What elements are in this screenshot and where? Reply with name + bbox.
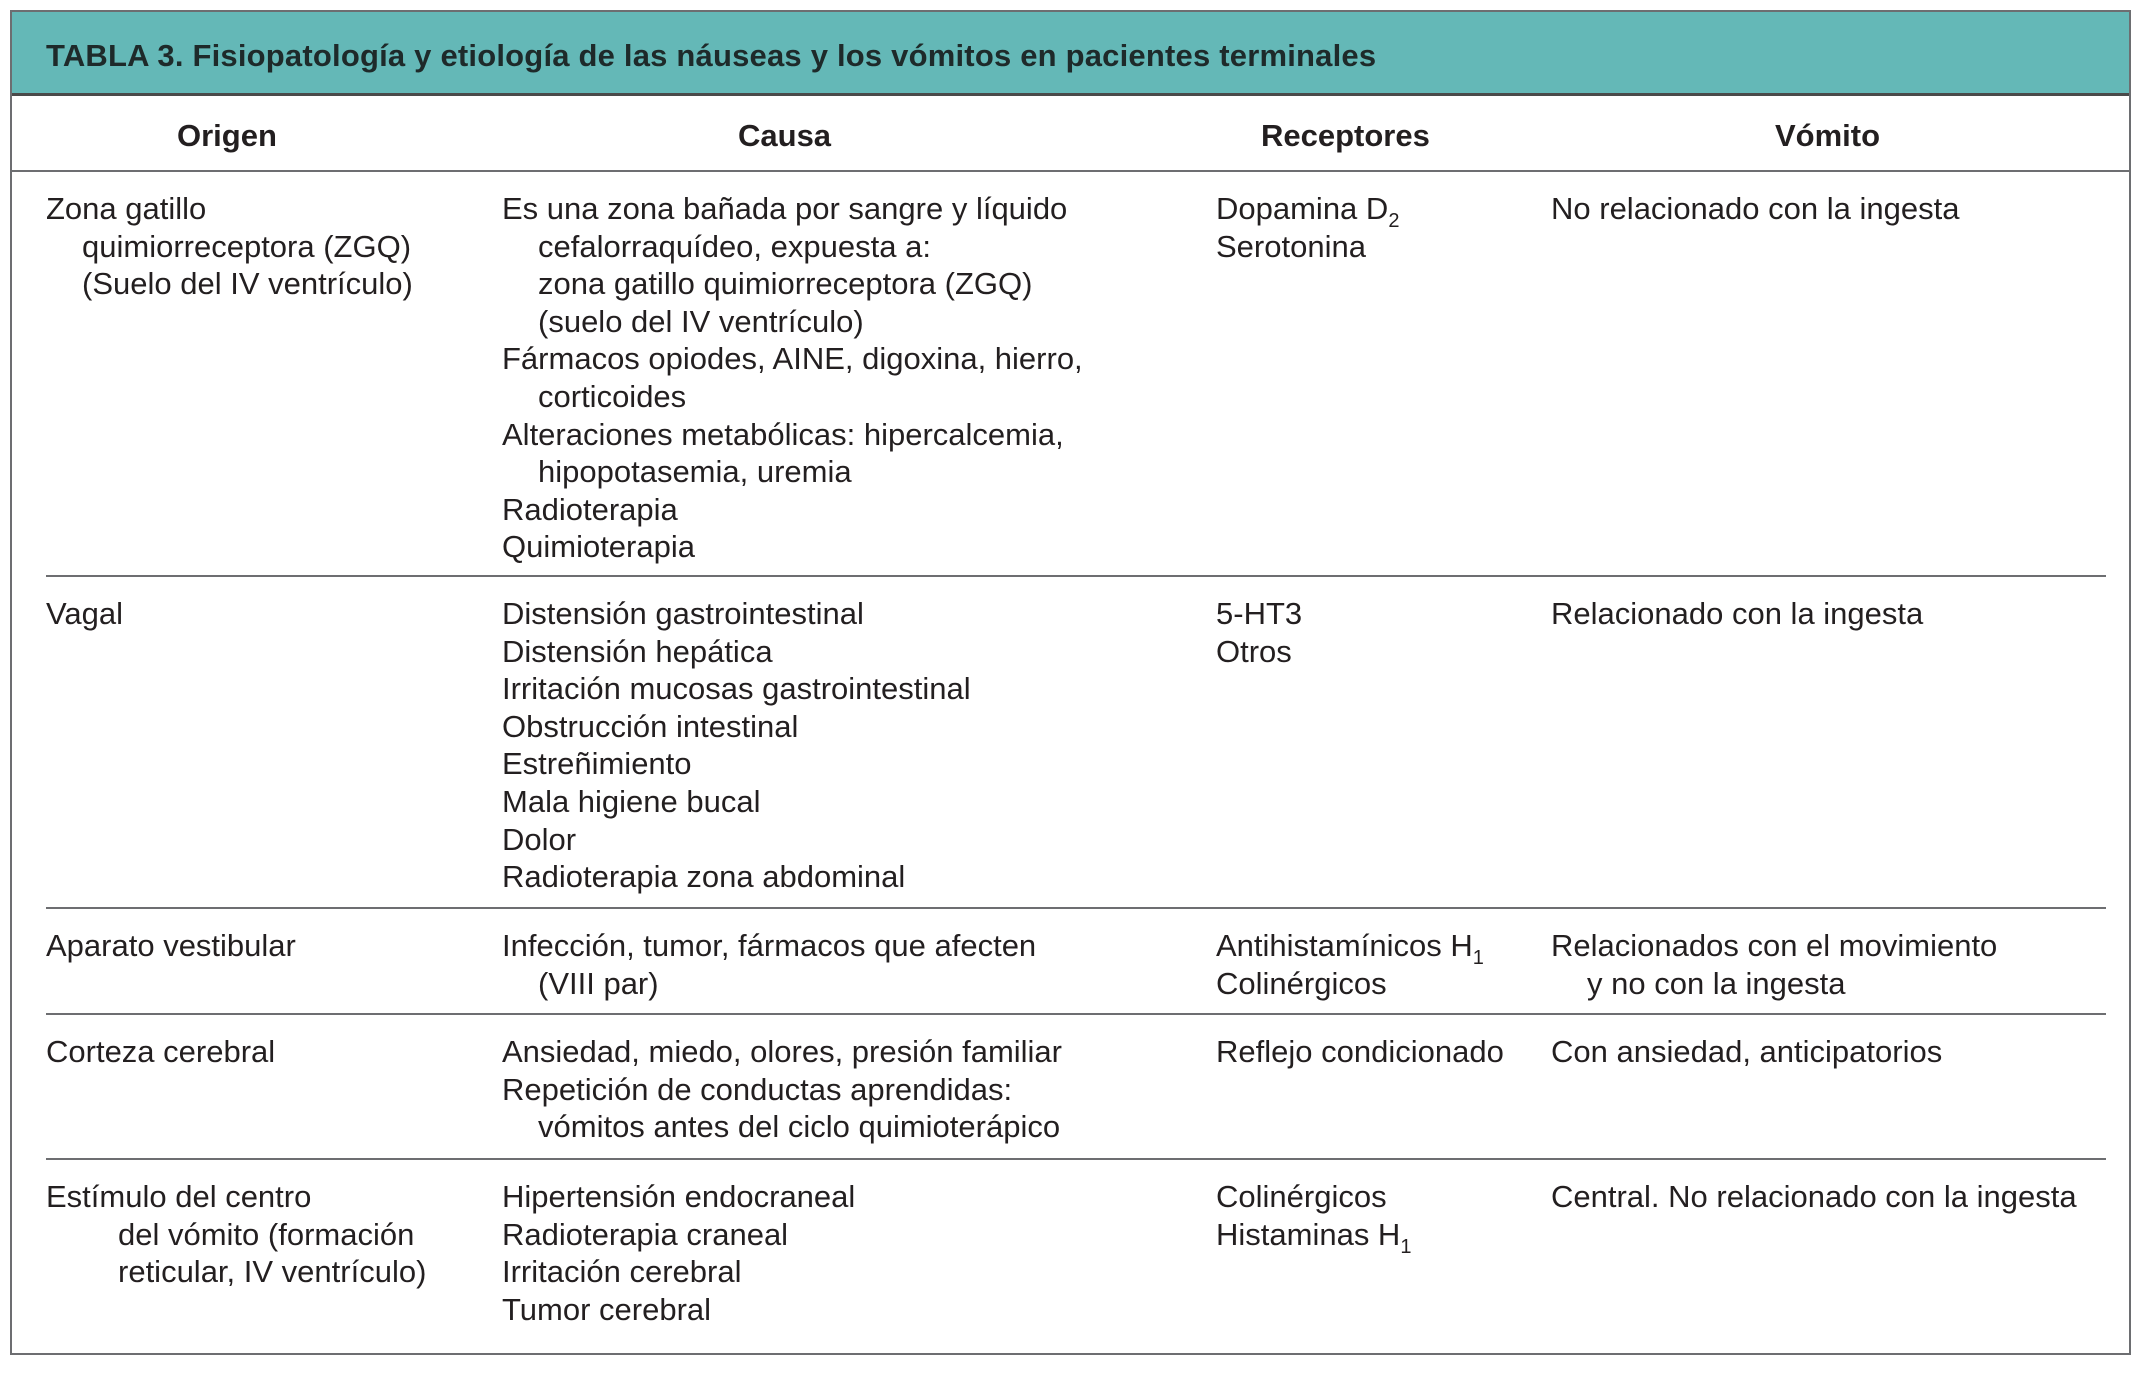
cell-line: del vómito (formación bbox=[118, 1216, 415, 1252]
cell-line: Alteraciones metabólicas: hipercalcemia, bbox=[502, 416, 1064, 452]
receptor-text: Serotonina bbox=[1216, 228, 1366, 264]
cell-line: hipopotasemia, uremia bbox=[538, 454, 852, 490]
table-row bbox=[46, 1013, 2106, 1158]
cell-line: Zona gatillo bbox=[46, 191, 207, 226]
table-title: TABLA 3. Fisiopatología y etiología de las náuseas y los vómitos en pacientes terminales bbox=[46, 38, 1377, 73]
cell-causa bbox=[502, 190, 1083, 566]
cell-line: y no con la ingesta bbox=[1587, 965, 1846, 1001]
receptor-text: Dopamina D bbox=[1216, 191, 1389, 226]
cell-line: Es una zona bañada por sangre y líquido bbox=[502, 191, 1068, 226]
cell-line bbox=[1216, 228, 1399, 266]
cell-line: Radioterapia craneal bbox=[502, 1216, 789, 1252]
cell-line: Radioterapia bbox=[502, 491, 678, 527]
cell-origen bbox=[46, 1033, 275, 1071]
cell-line bbox=[1216, 190, 1400, 232]
cell-receptores bbox=[1216, 1178, 1412, 1258]
cell-line: Dolor bbox=[502, 821, 577, 857]
cell-line: vómitos antes del ciclo quimioterápico bbox=[538, 1109, 1061, 1145]
cell-line: Distensión gastrointestinal bbox=[502, 596, 864, 631]
cell-causa bbox=[502, 1178, 855, 1328]
cell-line bbox=[1216, 1216, 1412, 1258]
receptor-subscript: 2 bbox=[1388, 210, 1400, 232]
cell-receptores bbox=[1216, 1033, 1504, 1071]
receptor-text: Otros bbox=[1216, 633, 1292, 669]
cell-line: Vagal bbox=[46, 596, 123, 631]
header-causa: Causa bbox=[738, 118, 832, 153]
cell-line: Repetición de conductas aprendidas: bbox=[502, 1071, 1013, 1107]
cell-line: Hipertensión endocraneal bbox=[502, 1179, 856, 1214]
table-header-row bbox=[12, 96, 2129, 172]
cell-line: Ansiedad, miedo, olores, presión familiar bbox=[502, 1034, 1062, 1069]
cell-line bbox=[1216, 595, 1302, 633]
cell-line: Infección, tumor, fármacos que afecten bbox=[502, 928, 1037, 963]
receptor-text: Colinérgicos bbox=[1216, 1179, 1387, 1214]
receptor-subscript: 1 bbox=[1400, 1235, 1412, 1258]
cell-line: Obstrucción intestinal bbox=[502, 708, 799, 744]
cell-line: Quimioterapia bbox=[502, 529, 695, 565]
cell-line: reticular, IV ventrículo) bbox=[118, 1254, 427, 1290]
cell-receptores bbox=[1216, 595, 1302, 670]
receptor-subscript: 1 bbox=[1472, 947, 1484, 969]
cell-causa bbox=[502, 927, 1036, 1002]
cell-origen bbox=[46, 190, 413, 303]
cell-line: quimiorreceptora (ZGQ) bbox=[82, 228, 412, 264]
cell-line bbox=[1216, 1178, 1411, 1216]
cell-causa bbox=[502, 1033, 1062, 1146]
header-origen: Origen bbox=[177, 118, 277, 153]
cell-vomito bbox=[1551, 190, 1959, 228]
receptor-text: Colinérgicos bbox=[1216, 965, 1387, 1001]
cell-line: Estímulo del centro bbox=[46, 1179, 312, 1214]
cell-origen bbox=[46, 1178, 426, 1291]
cell-origen bbox=[46, 595, 123, 633]
cell-line: (Suelo del IV ventrículo) bbox=[82, 266, 413, 302]
cell-line: corticoides bbox=[538, 378, 687, 414]
cell-line bbox=[1216, 927, 1484, 969]
cell-line: Mala higiene bucal bbox=[502, 783, 761, 819]
cell-line: Irritación mucosas gastrointestinal bbox=[502, 671, 971, 707]
table-row bbox=[46, 1158, 2106, 1348]
cell-line: Corteza cerebral bbox=[46, 1034, 276, 1069]
cell-line: cefalorraquídeo, expuesta a: bbox=[538, 228, 931, 264]
header-receptores: Receptores bbox=[1261, 118, 1430, 153]
receptor-text: Reflejo condicionado bbox=[1216, 1034, 1504, 1069]
cell-line: No relacionado con la ingesta bbox=[1551, 191, 1960, 226]
cell-line: Distensión hepática bbox=[502, 633, 773, 669]
cell-line: Relacionados con el movimiento bbox=[1551, 928, 1998, 963]
cell-line: Relacionado con la ingesta bbox=[1551, 596, 1924, 631]
table-row bbox=[46, 172, 2106, 588]
receptor-text: Antihistamínicos H bbox=[1216, 928, 1473, 963]
cell-line: Central. No relacionado con la ingesta bbox=[1551, 1179, 2077, 1214]
cell-line: Tumor cerebral bbox=[502, 1291, 712, 1327]
table-row bbox=[46, 907, 2106, 1017]
cell-vomito bbox=[1551, 595, 1923, 633]
cell-vomito bbox=[1551, 1178, 2077, 1216]
cell-line bbox=[1216, 633, 1302, 671]
cell-line bbox=[1216, 965, 1484, 1003]
table-frame bbox=[10, 10, 2131, 1355]
cell-line: Fármacos opiodes, AINE, digoxina, hierro, bbox=[502, 341, 1083, 377]
cell-line: (VIII par) bbox=[538, 965, 659, 1001]
cell-line: Con ansiedad, anticipatorios bbox=[1551, 1034, 1943, 1069]
cell-line: Aparato vestibular bbox=[46, 928, 296, 963]
receptor-text: Histaminas H bbox=[1216, 1216, 1401, 1252]
cell-origen bbox=[46, 927, 296, 965]
cell-line: (suelo del IV ventrículo) bbox=[538, 303, 864, 339]
table-title-bar bbox=[12, 12, 2129, 96]
cell-receptores bbox=[1216, 927, 1484, 1002]
cell-line: Estreñimiento bbox=[502, 746, 692, 782]
receptor-text: 5-HT3 bbox=[1216, 596, 1303, 631]
cell-line: Radioterapia zona abdominal bbox=[502, 859, 906, 895]
header-vomito: Vómito bbox=[1775, 118, 1881, 153]
cell-line: zona gatillo quimiorreceptora (ZGQ) bbox=[538, 266, 1033, 302]
cell-vomito bbox=[1551, 927, 1997, 1002]
cell-receptores bbox=[1216, 190, 1399, 265]
cell-vomito bbox=[1551, 1033, 1942, 1071]
cell-causa bbox=[502, 595, 971, 896]
cell-line: Irritación cerebral bbox=[502, 1254, 742, 1290]
table-row bbox=[46, 575, 2106, 911]
cell-line bbox=[1216, 1033, 1504, 1071]
